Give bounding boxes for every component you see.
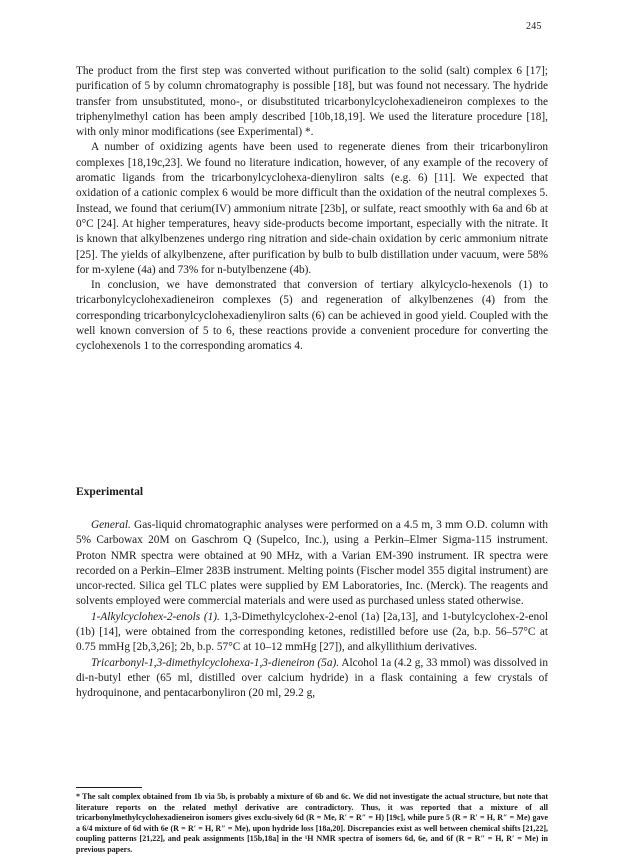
general-text: Gas-liquid chromatographic analyses were performed on a 4.5 m, 3 mm O.D. column with 5% Carbowax 20M on Gaschrom Q (Supelco, Inc.), using a Perkin–Elmer Sigma-115 instrument. Proton NMR spectra were obtained at 90 MHz, with a Varian EM-390 instrument. IR spectra were recorded on a Perkin–Elmer 283B instrument. Melting points (Fischer model 355 digital instrument) are uncor-rected. Silica gel TLC plates were supplied by EM Laboratories, Inc. (Merck). The reagents and solvents employed were commercial materials and were used as purchased unless stated otherwise.: [76, 519, 548, 608]
footnote-text: * The salt complex obtained from 1b via 5b, is probably a mixture of 6b and 6c. We did not investigate the actual structure, but note that literature reports on the related methyl derivative are contradictory. Thus, it was reported that a mixture of all tricarbonylmethylcyclohexadieneiron isomers gives exclu-sively 6d (R = Me, R′ = R″ = H) [19c], while pure 5 (R = R′ = H, R″ = Me) gave a 6/4 mixture of 6d with 6e (R = R′ = H, R″ = Me), upon hydride loss [18a,20]. Discrepancies exist as well between chemical shifts [21,22], coupling patterns [21,22], and peak assignments [15b,18a] in the ¹H NMR spectra of isomers 6d, 6e, and 6f (R = R″ = H, R′ = Me) in previous papers.: [76, 792, 548, 854]
experimental-text: [76, 518, 548, 702]
tricarbonyl-text: Alcohol 1a (4.2 g, 33 mmol) was dissolved in di-n-butyl ether (65 ml, distilled over calcium hydride) in a flask containing a few crystals of hydroquinone, and pentacarbonyliron (20 ml, 29.2 g,: [76, 656, 548, 700]
enols-label: 1-Alkylcyclohex-2-enols (1).: [91, 610, 220, 623]
section-heading-experimental: Experimental: [76, 486, 144, 498]
general-label: General.: [91, 519, 131, 531]
paragraph-tricarbonyl: [76, 656, 548, 702]
footnote-divider: [76, 787, 142, 788]
footnote: [76, 792, 548, 856]
paragraph-product: The product from the first step was converted without purification to the solid (salt) complex 6 [17]; purification of 5 by column chromatography is possible [18], but was found not necessary. The hydride transfer from unsubstituted, mono-, or disubstituted tricarbonylcyclohexadieneiron complexes to the triphenylmethyl cation has been amply described [10b,18,19]. We used the literature procedure [18], with only minor modifications (see Experimental) *.: [76, 65, 548, 139]
paragraph-enols: [76, 610, 548, 656]
enols-text: 1,3-Dimethylcyclohex-2-enol (1a) [2a,13], and 1-butylcyclohex-2-enol (1b) [14], were obtained from the corresponding ketones, redistilled before use (2a, b.p. 56–57°C at 0.75 mmHg [2b,3,26]; 2b, b.p. 57°C at 10–12 mmHg [27]), and alkyllithium derivatives.: [76, 610, 548, 654]
tricarbonyl-label: Tricarbonyl-1,3-dimethylcyclohexa-1,3-dieneiron (5a).: [91, 656, 340, 669]
paragraph-conclusion: In conclusion, we have demonstrated that conversion of tertiary alkylcyclo-hexenols (1) to tricarbonylcyclohexadieneiron complexes (5) and regeneration of alkylbenzenes (4) from the corresponding tricarbonylcyclohexadienyliron salts (6) can be achieved in good yield. Coupled with the well known conversion of 5 to 6, these reactions provide a convenient procedure for converting the cyclohexenols 1 to the corresponding aromatics 4.: [76, 279, 548, 353]
body-text: [76, 64, 548, 355]
paragraph-oxidizing-agents: A number of oxidizing agents have been used to regenerate dienes from their tricarbonyliron complexes [18,19c,23]. We found no literature indication, however, of any example of the recovery of aromatic ligands from the tricarbonylcyclohexa-dienyliron salts (e.g. 6) [11]. We expected that oxidation of a cationic complex 6 would be more difficult than the oxidation of the neutral complexes 5. Instead, we found that cerium(IV) ammonium nitrate [23b], or sulfate, react smoothly with 6a and 6b at 0°C [24]. At higher temperatures, heavy side-products become important, especially with the nitrate. It is known that alkylbenzenes undergo ring nitration and side-chain oxidation by ceric ammonium nitrate [25]. The yields of alkylbenzene, after purification by bulb to bulb distillation under vacuum, were 58% for m-xylene (4a) and 73% for n-butylbenzene (4b).: [76, 141, 548, 276]
page-number: 245: [526, 21, 542, 32]
paragraph-general: [76, 518, 548, 610]
